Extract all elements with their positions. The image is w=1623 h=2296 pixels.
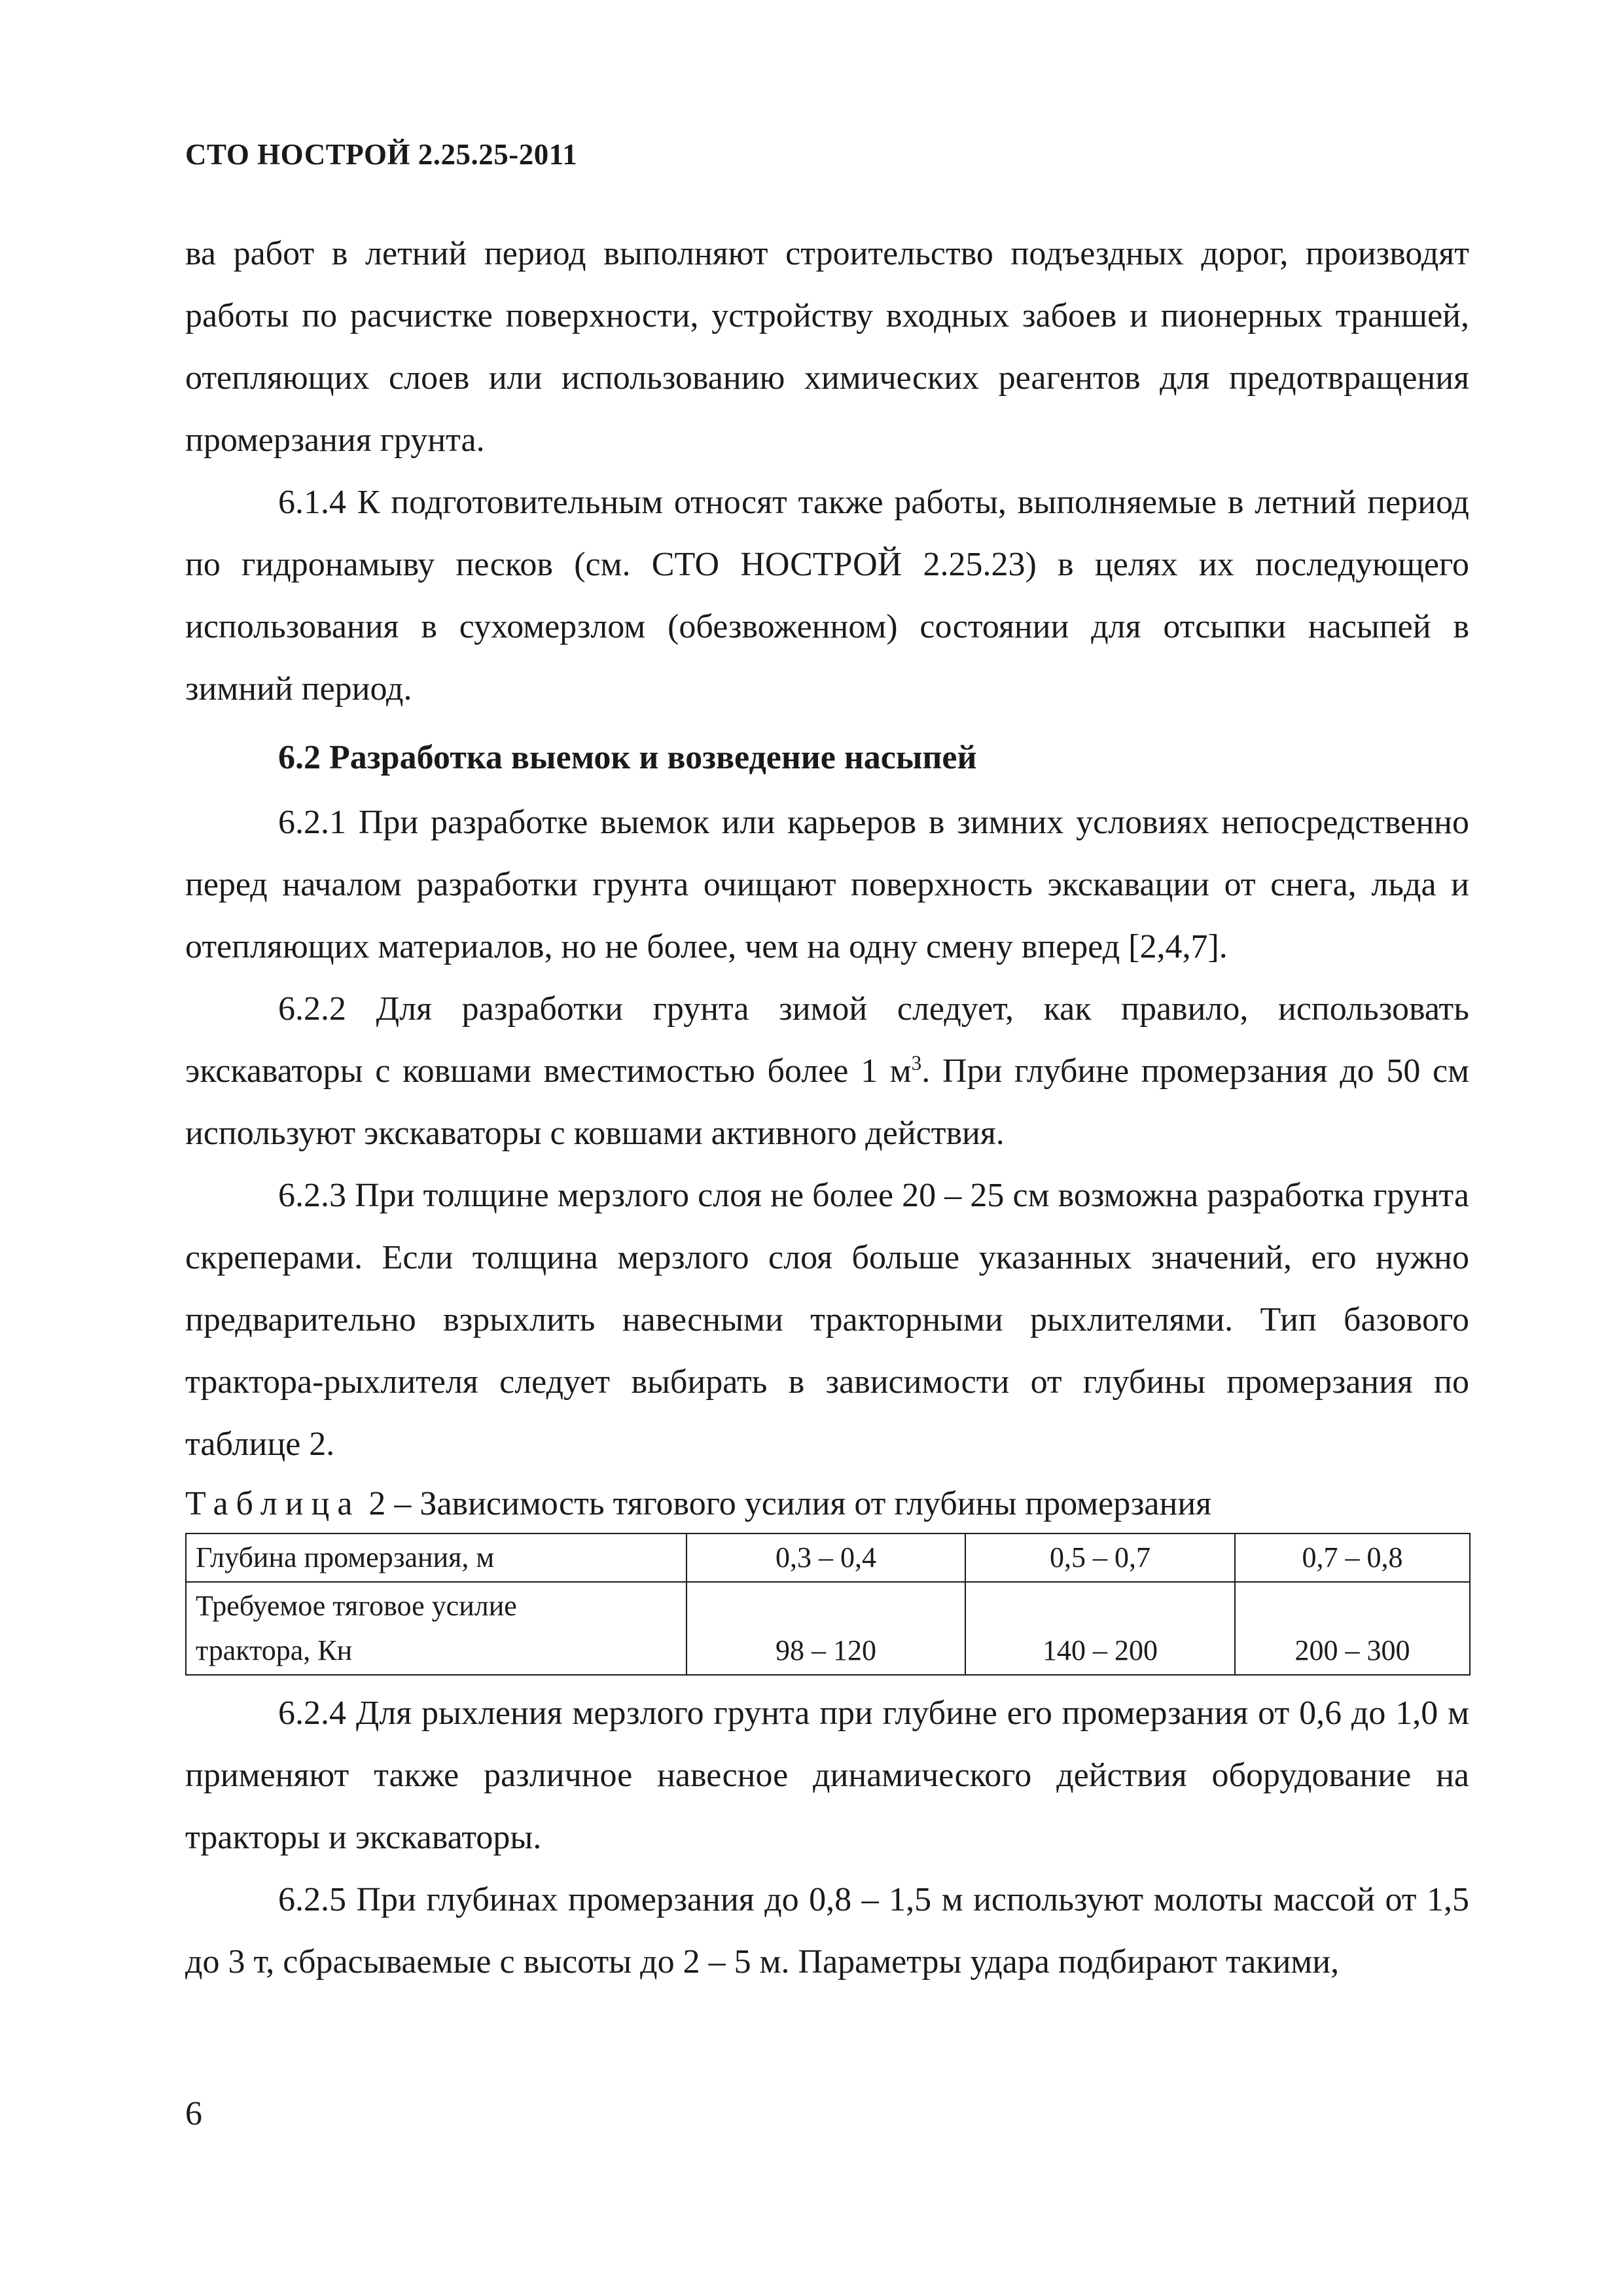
table-cell-label: Глубина промерзания, м xyxy=(186,1534,687,1582)
table-cell-label xyxy=(186,1582,687,1675)
paragraph-continuation: ва работ в летний период выполняют строительство подъездных дорог, производят работы по расчистке поверхности, устройству входных забоев и пионерных траншей, отепляющих слоев или использованию химических реагентов для предотвращения промерзания грунта. xyxy=(185,235,1469,459)
document-header: СТО НОСТРОЙ 2.25.25-2011 xyxy=(185,138,578,171)
paragraph-6-2-2-part-a: 6.2.2 Для разработки грунта зимой следует, как правило, использовать экскаваторы с ковшами вместимостью более 1 м xyxy=(185,990,1469,1090)
paragraph-6-1-4: 6.1.4 К подготовительным относят также работы, выполняемые в летний период по гидронамыву песков (см. СТО НОСТРОЙ 2.25.23) в целях их последующего использования в сухомерзлом (обезвоженном) состоянии для отсыпки насыпей в зимний период. xyxy=(185,484,1469,708)
paragraph-6-2-3: 6.2.3 При толщине мерзлого слоя не более 20 – 25 см возможна разработка грунта скреперами. Если толщина мерзлого слоя больше указанных значений, его нужно предварительно взрыхлить навесными тракторными рыхлителями. Тип базового трактора-рыхлителя следует выбирать в зависимости от глубины промерзания по таблице 2. xyxy=(185,1177,1469,1463)
table-cell: 140 – 200 xyxy=(965,1582,1235,1675)
superscript-cubic: 3 xyxy=(911,1051,922,1075)
paragraph-6-2-5: 6.2.5 При глубинах промерзания до 0,8 – 1,5 м используют молоты массой от 1,5 до 3 т, сбрасываемые с высоты до 2 – 5 м. Параметры удара подбирают такими, xyxy=(185,1881,1469,1981)
table-caption-text: 2 – Зависимость тягового усилия от глубины промерзания xyxy=(360,1485,1212,1522)
paragraph-6-2-4: 6.2.4 Для рыхления мерзлого грунта при глубине его промерзания от 0,6 до 1,0 м применяют также различное навесное динамического действия оборудование на тракторы и экскаваторы. xyxy=(185,1695,1469,1856)
table-cell: 98 – 120 xyxy=(687,1582,965,1675)
table-2 xyxy=(185,1533,1471,1676)
document-body xyxy=(185,223,1469,1993)
paragraph-6-2-2-part-b: . При глубине промерзания до 50 см используют экскаваторы с ковшами активного действия. xyxy=(185,1052,1470,1152)
table-row xyxy=(186,1534,1470,1582)
table-caption xyxy=(185,1478,1469,1530)
table-cell: 200 – 300 xyxy=(1235,1582,1470,1675)
paragraph-6-2-2 xyxy=(185,978,1469,1164)
table-cell: 0,5 – 0,7 xyxy=(965,1534,1235,1582)
table-caption-label: Таблица xyxy=(185,1485,361,1522)
page-number: 6 xyxy=(185,2095,202,2132)
table-cell-label-line: Требуемое тяговое усилие xyxy=(196,1590,517,1622)
paragraph-6-2-1: 6.2.1 При разработке выемок или карьеров в зимних условиях непосредственно перед началом разработки грунта очищают поверхность экскавации от снега, льда и отепляющих материалов, но не более, чем на одну смену вперед [2,4,7]. xyxy=(185,804,1469,965)
table-cell: 0,3 – 0,4 xyxy=(687,1534,965,1582)
table-row xyxy=(186,1582,1470,1675)
section-heading-6-2: 6.2 Разработка выемок и возведение насыпей xyxy=(278,739,977,776)
table-cell-label-line: трактора, Кн xyxy=(196,1634,353,1666)
table-cell: 0,7 – 0,8 xyxy=(1235,1534,1470,1582)
